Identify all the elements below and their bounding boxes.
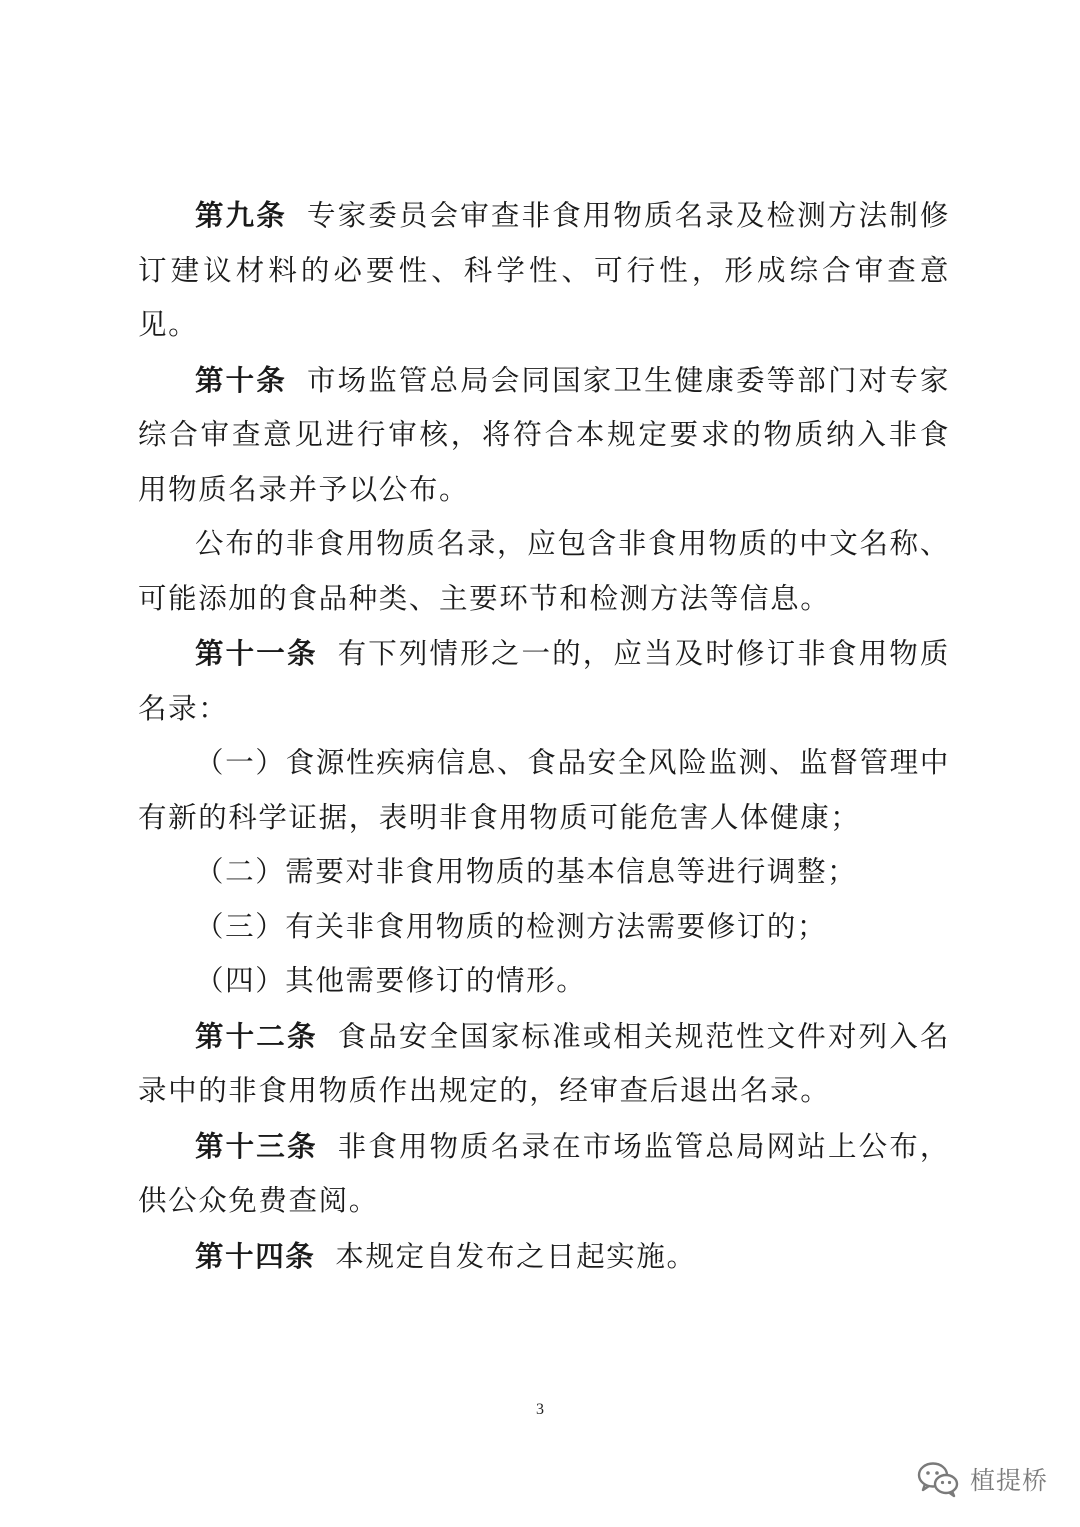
paragraph-text: （三）有关非食用物质的检测方法需要修订的； xyxy=(195,909,828,943)
paragraph-text: 非食用物质名录在市场监管总局网站上公布，供公众免费查阅。 xyxy=(138,1129,950,1217)
list-item-2 xyxy=(138,845,950,900)
document-body xyxy=(138,188,950,1284)
paragraph-article-14 xyxy=(138,1229,950,1285)
paragraph-text: 专家委员会审查非食用物质名录及检测方法制修订建议材料的必要性、科学性、可行性，形成综合审查意见。 xyxy=(138,199,950,341)
paragraph-text: 食品安全国家标准或相关规范性文件对列入名录中的非食用物质作出规定的，经审查后退出名录。 xyxy=(138,1019,950,1107)
article-label: 第十四条 xyxy=(195,1238,316,1273)
paragraph-text: （四）其他需要修订的情形。 xyxy=(195,964,587,997)
paragraph-text: 市场监管总局会同国家卫生健康委等部门对专家综合审查意见进行审核，将符合本规定要求的物质纳入非食用物质名录并予以公布。 xyxy=(138,363,950,506)
paragraph-text: （一）食源性疾病信息、食品安全风险监测、监督管理中有新的科学证据，表明非食用物质可能危害人体健康； xyxy=(138,746,950,834)
article-label: 第十条 xyxy=(195,362,287,397)
article-label: 第十三条 xyxy=(195,1128,318,1163)
paragraph-text: （二）需要对非食用物质的基本信息等进行调整； xyxy=(195,855,858,888)
paragraph-article-11 xyxy=(138,626,950,736)
paragraph-article-10 xyxy=(138,353,950,518)
paragraph-article-13 xyxy=(138,1119,950,1229)
article-label: 第九条 xyxy=(195,198,287,232)
watermark-text: 植提桥 xyxy=(969,1466,1048,1495)
list-item-3 xyxy=(138,900,950,955)
paragraph-text: 本规定自发布之日起实施。 xyxy=(335,1239,697,1273)
paragraph-article-9 xyxy=(138,188,950,353)
paragraph-text: 公布的非食用物质名录，应包含非食用物质的中文名称、可能添加的食品种类、主要环节和检测方法等信息。 xyxy=(138,527,950,615)
list-item-4 xyxy=(138,954,950,1009)
article-label: 第十一条 xyxy=(195,636,318,670)
article-label: 第十二条 xyxy=(195,1018,318,1053)
paragraph-article-12 xyxy=(138,1009,950,1119)
list-item-1 xyxy=(138,736,950,845)
paragraph-article-10-list-content xyxy=(138,517,950,626)
watermark xyxy=(916,1454,1048,1504)
page-number: 3 xyxy=(536,1401,544,1418)
wechat-icon xyxy=(916,1460,960,1498)
paragraph-text: 有下列情形之一的，应当及时修订非食用物质名录： xyxy=(138,637,950,725)
